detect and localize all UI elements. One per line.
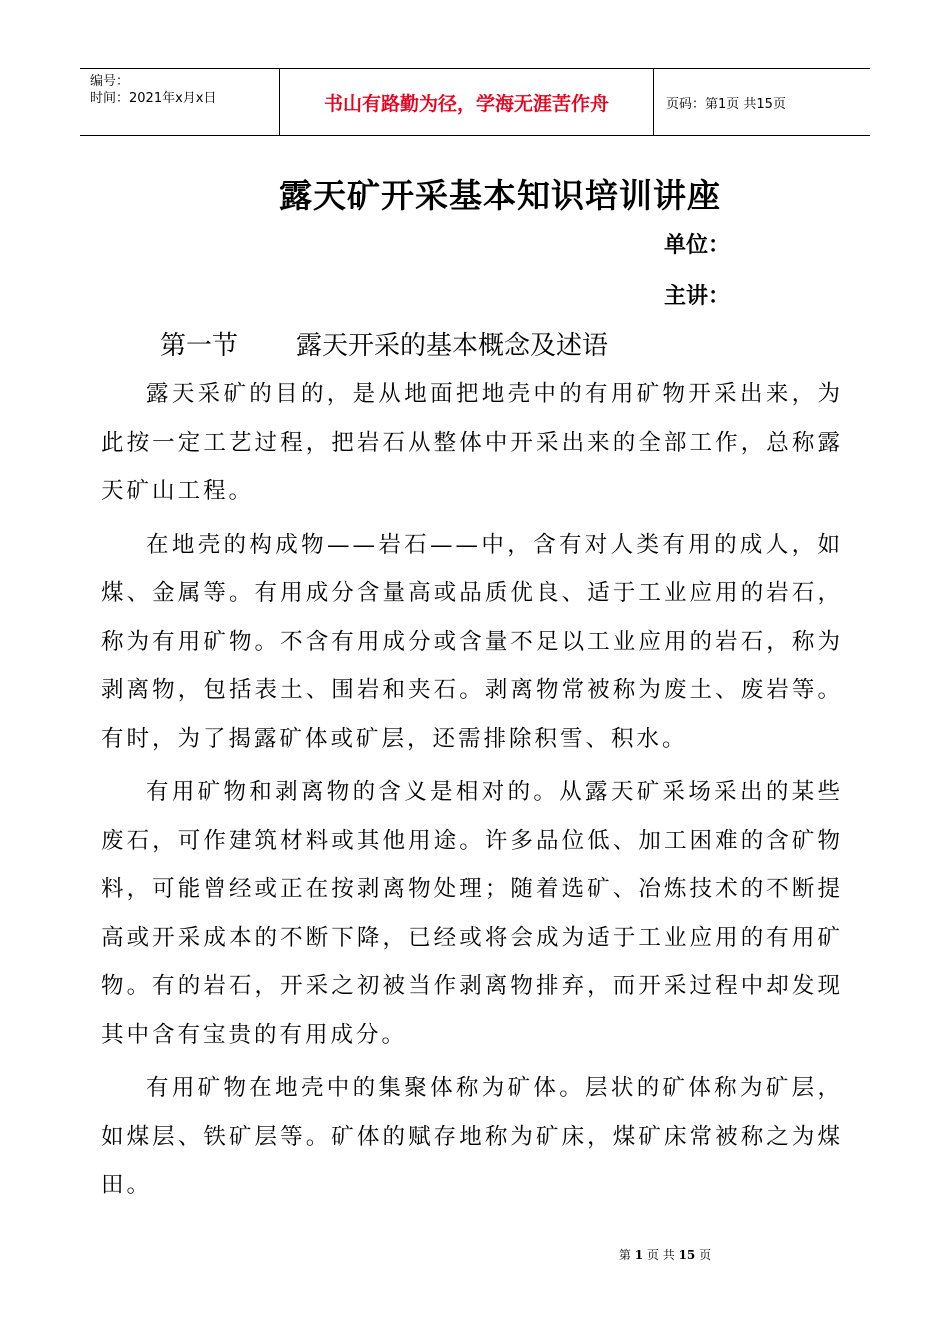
footer-page-number: 1 (634, 1248, 644, 1262)
paragraph: 有用矿物和剥离物的含义是相对的。从露天矿采场采出的某些废石，可作建筑材料或其他用途。许多品位低、加工困难的含矿物料，可能曾经或正在按剥离物处理；随着选矿、冶炼技术的不断提高或开采成本的不断下降，已经或将会成为适于工业应用的有用矿物。有的岩石，开采之初被当作剥离物排弃，而开采过程中却发现其中含有宝贵的有用成分。 (101, 779, 843, 1048)
paragraph: 在地壳的构成物——岩石——中，含有对人类有用的成人，如煤、金属等。有用成分含量高或品质优良、适于工业应用的岩石，称为有用矿物。不含有用成分或含量不足以工业应用的岩石，称为剥离物，包括表土、围岩和夹石。剥离物常被称为废土、废岩等。有时，为了揭露矿体或矿层，还需排除积雪、积水。 (101, 531, 843, 752)
footer-suffix: 页 (699, 1248, 712, 1262)
document-title: 露天矿开采基本知识培训讲座 (279, 176, 721, 215)
page-footer (0, 1246, 950, 1263)
section-heading (160, 325, 608, 362)
header-table (80, 68, 870, 136)
document-time-label: 时间：2021年x月x日 (90, 91, 217, 106)
body-text (101, 370, 843, 1215)
paragraph: 有用矿物在地壳中的集聚体称为矿体。层状的矿体称为矿层，如煤层、铁矿层等。矿体的赋存地称为矿床，煤矿床常被称之为煤田。 (101, 1075, 843, 1198)
section-title: 露天开采的基本概念及述语 (296, 331, 609, 361)
header-page-info: 页码：第1页 共15页 (666, 96, 786, 112)
unit-label: 单位： (664, 232, 731, 258)
document-number-label: 编号： (90, 74, 130, 89)
footer-page-total: 15 (678, 1248, 696, 1262)
section-number: 第一节 (160, 331, 239, 361)
header-motto: 书山有路勤为径，学海无涯苦作舟 (280, 69, 654, 135)
paragraph: 露天采矿的目的，是从地面把地壳中的有用矿物开采出来，为此按一定工艺过程，把岩石从整体中开采出来的全部工作，总称露天矿山工程。 (101, 381, 843, 504)
header-meta-cell (80, 69, 280, 135)
footer-prefix: 第 (618, 1248, 631, 1262)
footer-mid: 页 共 (646, 1248, 675, 1262)
speaker-label: 主讲： (664, 283, 731, 309)
